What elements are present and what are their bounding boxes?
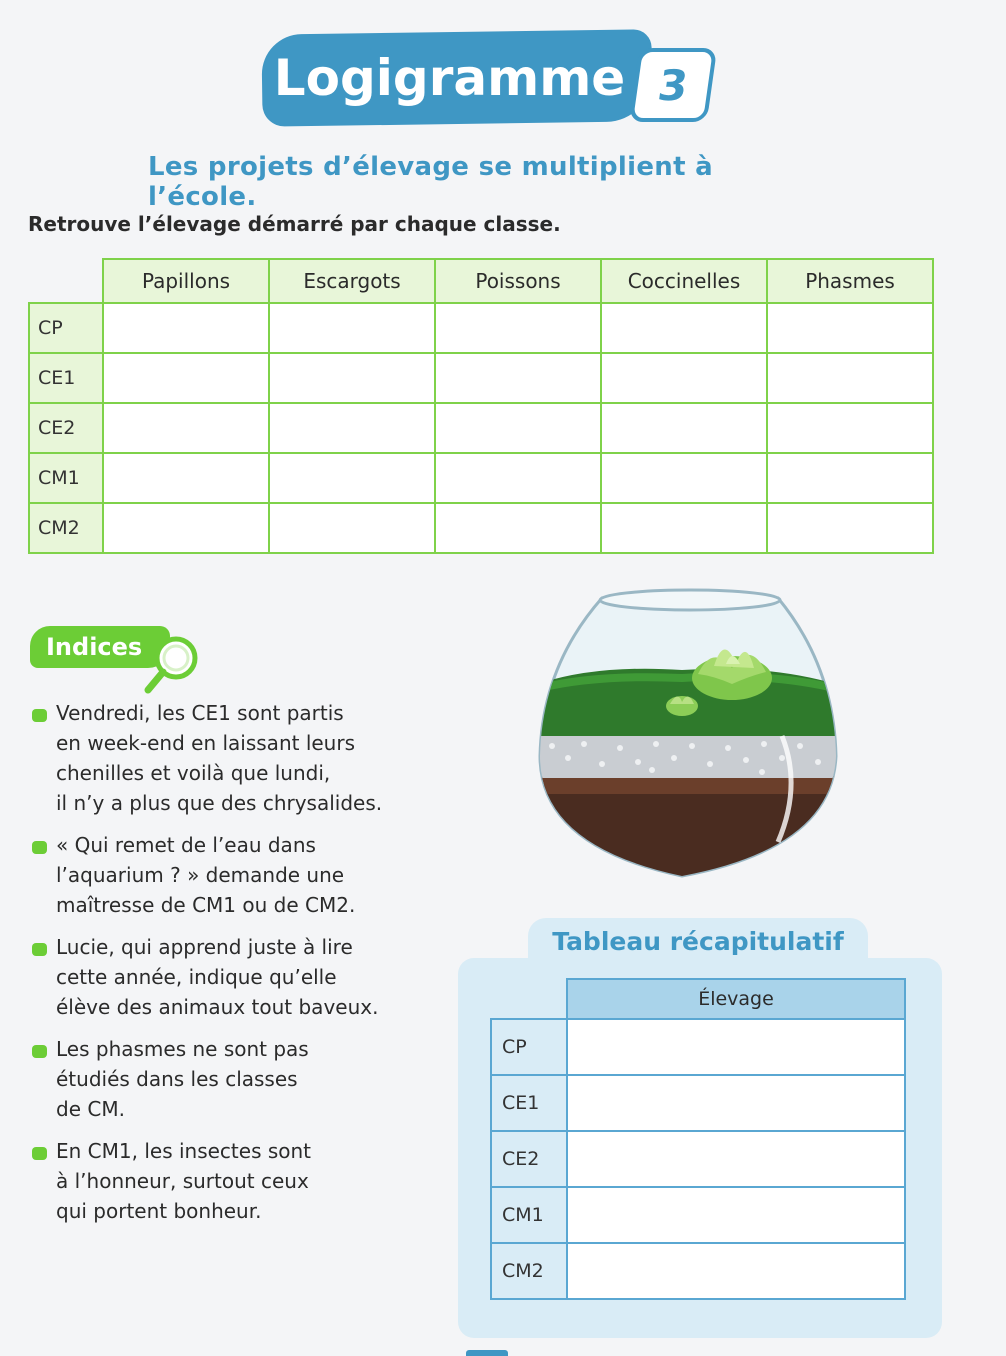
summary-corner [491,979,567,1019]
grid-corner [29,259,103,303]
grid-row-header: CE1 [29,353,103,403]
grid-row [29,303,933,353]
grid-cell[interactable] [103,453,269,503]
grid-col-header: Phasmes [767,259,933,303]
bullet-icon [32,943,47,956]
summary-cell[interactable] [567,1187,905,1243]
grid-cell[interactable] [601,353,767,403]
summary-row [491,1019,905,1075]
terrarium-illustration [532,586,842,882]
clue-line: cette année, indique qu’elle [56,965,337,989]
summary-row-header: CM2 [491,1243,567,1299]
grid-cell[interactable] [435,353,601,403]
clue-line: en week-end en laissant leurs [56,731,355,755]
bullet-icon [32,1147,47,1160]
clue-line: étudiés dans les classes [56,1067,298,1091]
clue-item [32,1034,432,1124]
grid-cell[interactable] [103,503,269,553]
grid-col-header: Escargots [269,259,435,303]
subtitle: Les projets d’élevage se multiplient à l’école. [148,152,714,212]
clue-line: Vendredi, les CE1 sont partis [56,701,344,725]
grid-col-header: Coccinelles [601,259,767,303]
summary-row-header: CM1 [491,1187,567,1243]
grid-row-header: CM1 [29,453,103,503]
grid-cell[interactable] [269,303,435,353]
grid-cell[interactable] [767,453,933,503]
bullet-icon [32,1045,47,1058]
title-banner [262,28,722,128]
summary-row [491,1187,905,1243]
clue-line: maîtresse de CM1 ou de CM2. [56,893,356,917]
grid-cell[interactable] [767,303,933,353]
grid-cell[interactable] [435,503,601,553]
grid-row-header: CM2 [29,503,103,553]
grid-cell[interactable] [269,453,435,503]
grid-cell[interactable] [103,353,269,403]
magnifier-icon [132,628,212,698]
grid-cell[interactable] [601,403,767,453]
summary-row [491,1131,905,1187]
summary-cell[interactable] [567,1131,905,1187]
clue-item [32,698,432,818]
summary-table [490,978,906,1300]
clue-line: il n’y a plus que des chrysalides. [56,791,383,815]
indices-heading [30,622,190,692]
grid-cell[interactable] [435,303,601,353]
clue-list [32,698,432,1238]
summary-title: Tableau récapitulatif [528,918,868,964]
clue-line: élève des animaux tout baveux. [56,995,379,1019]
indices-label: Indices [30,626,170,668]
clue-item [32,830,432,920]
summary-row-header: CE2 [491,1131,567,1187]
grid-cell[interactable] [601,503,767,553]
clue-line: l’aquarium ? » demande une [56,863,345,887]
grid-row-header: CP [29,303,103,353]
instruction: Retrouve l’élevage démarré par chaque classe. [28,212,561,236]
page-tab-marker [466,1350,508,1356]
summary-row-header: CP [491,1019,567,1075]
grid-cell[interactable] [601,303,767,353]
grid-cell[interactable] [269,503,435,553]
summary-col-header: Élevage [567,979,905,1019]
grid-cell[interactable] [767,503,933,553]
grid-cell[interactable] [435,403,601,453]
summary-row-header: CE1 [491,1075,567,1131]
grid-row [29,503,933,553]
clue-item [32,1136,432,1226]
logic-grid [28,258,934,554]
grid-cell[interactable] [435,453,601,503]
grid-row [29,353,933,403]
grid-cell[interactable] [103,403,269,453]
grid-col-header: Poissons [435,259,601,303]
grid-cell[interactable] [269,403,435,453]
grid-cell[interactable] [767,403,933,453]
clue-line: Lucie, qui apprend juste à lire [56,935,353,959]
clue-line: qui portent bonheur. [56,1199,262,1223]
summary-row [491,1075,905,1131]
clue-line: Les phasmes ne sont pas [56,1037,309,1061]
summary-row [491,1243,905,1299]
grid-cell[interactable] [103,303,269,353]
grid-row [29,453,933,503]
summary-cell[interactable] [567,1243,905,1299]
grid-cell[interactable] [601,453,767,503]
grid-cell[interactable] [767,353,933,403]
grid-row [29,403,933,453]
exercise-number: 3 [629,48,717,122]
summary-cell[interactable] [567,1019,905,1075]
clue-line: de CM. [56,1097,125,1121]
clue-line: En CM1, les insectes sont [56,1139,312,1163]
bullet-icon [32,709,47,722]
clue-line: « Qui remet de l’eau dans [56,833,316,857]
bullet-icon [32,841,47,854]
grid-row-header: CE2 [29,403,103,453]
grid-cell[interactable] [269,353,435,403]
page-title: Logigramme [273,49,626,107]
clue-line: chenilles et voilà que lundi, [56,761,331,785]
clue-item [32,932,432,1022]
clue-line: à l’honneur, surtout ceux [56,1169,309,1193]
grid-col-header: Papillons [103,259,269,303]
summary-cell[interactable] [567,1075,905,1131]
